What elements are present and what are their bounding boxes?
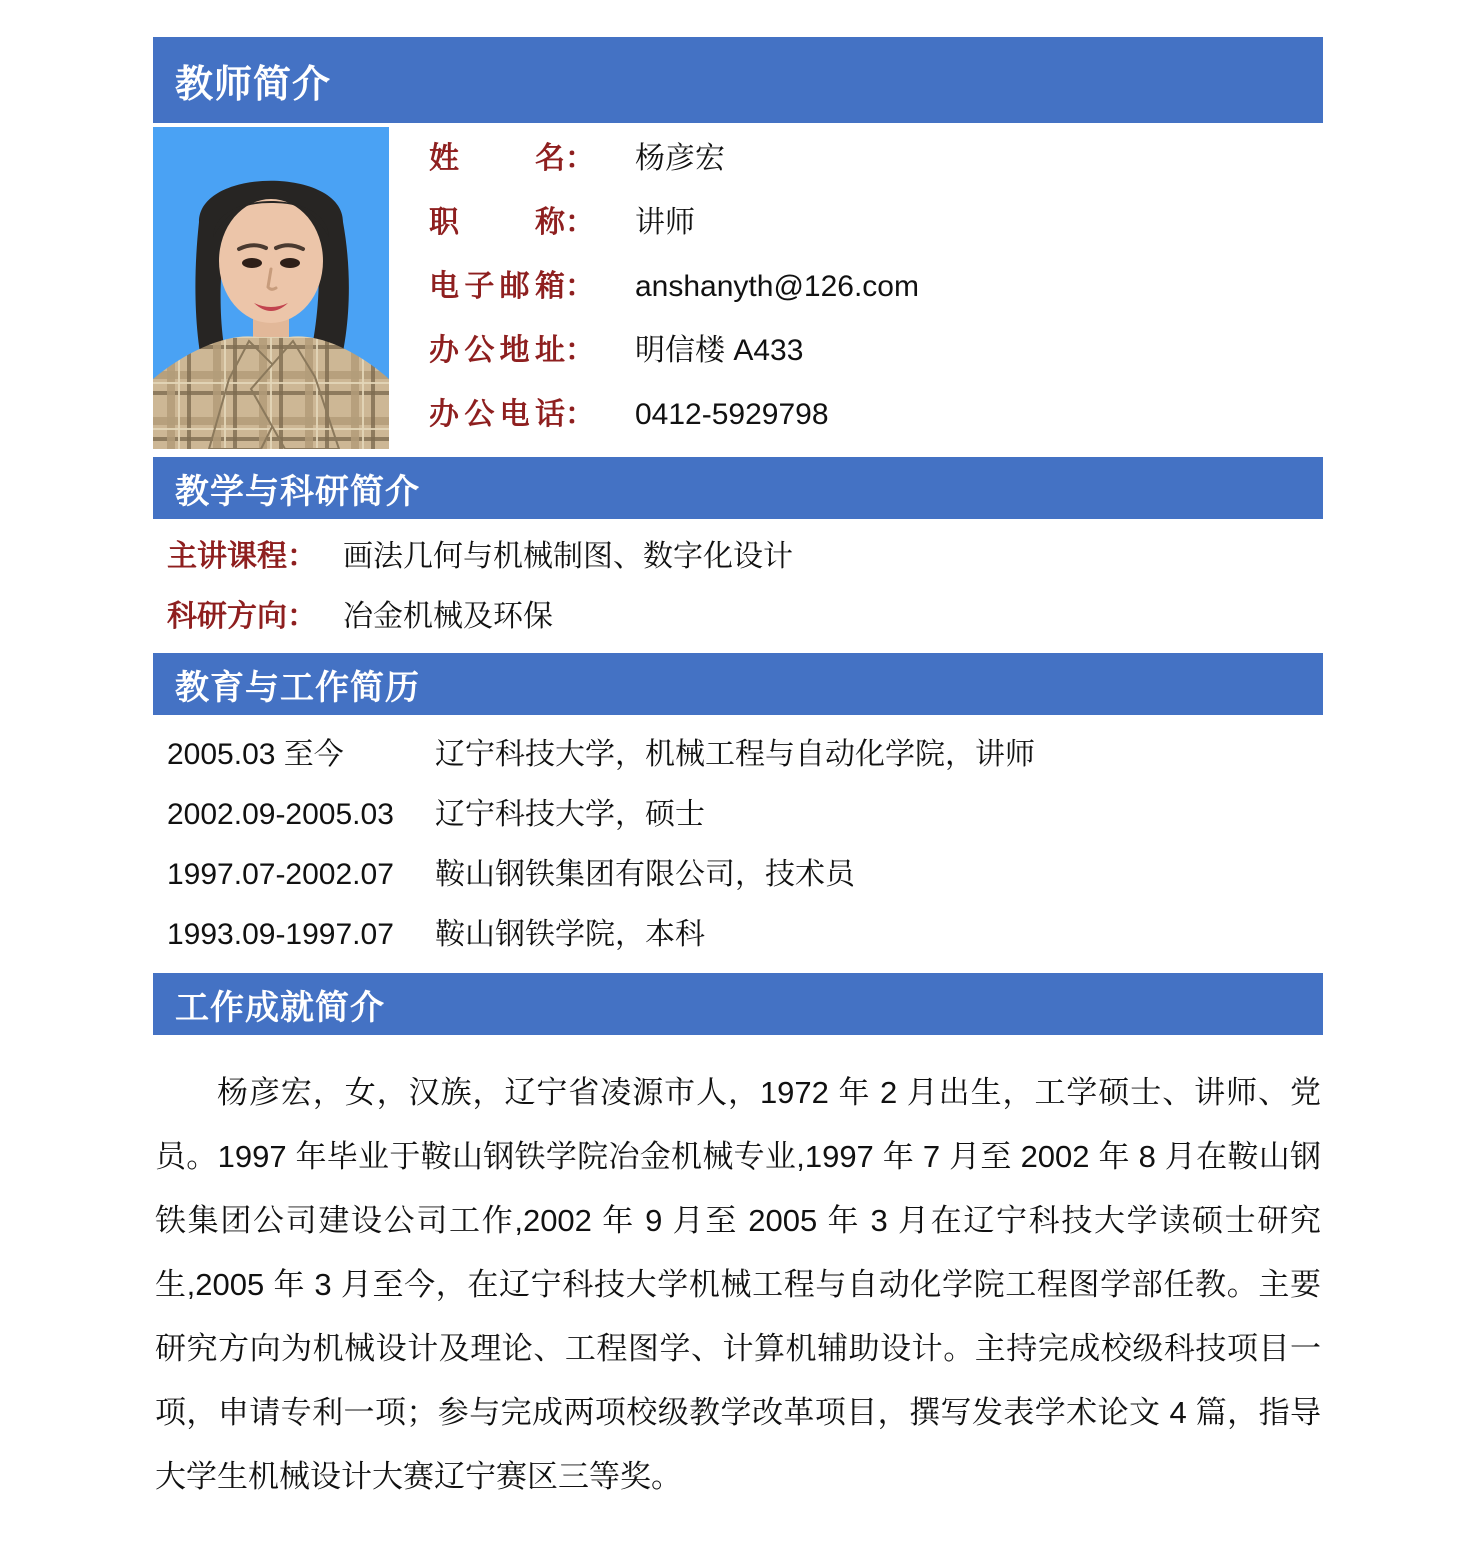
teacher-photo: [153, 127, 389, 449]
course-row-research-direction: [167, 587, 1323, 647]
field-row-email: [429, 267, 1323, 307]
section-title: 工作成就简介: [175, 988, 385, 1027]
email-value: anshanyth@126.com: [635, 270, 919, 303]
timeline-description: 辽宁科技大学，机械工程与自动化学院，讲师: [435, 738, 1035, 771]
title-colon: ：: [565, 206, 595, 239]
teacher-profile-page: [153, 0, 1323, 1509]
field-row-title: [429, 203, 1323, 243]
office-address-colon: ：: [565, 334, 595, 367]
course-row-main-courses: [167, 527, 1323, 587]
timeline-period: 2005.03 至今: [167, 738, 344, 771]
timeline-row: [167, 845, 1323, 905]
teacher-photo-illustration: [153, 127, 389, 449]
name-label: 姓名: [429, 142, 565, 175]
email-colon: ：: [565, 270, 595, 303]
research-direction-label: 科研方向：: [167, 600, 317, 633]
name-colon: ：: [565, 142, 595, 175]
timeline-period: 1997.07-2002.07: [167, 858, 394, 891]
office-phone-label: 办公电话: [429, 398, 565, 431]
profile-fields: [429, 127, 1323, 449]
profile-block: [153, 127, 1323, 449]
timeline-description: 鞍山钢铁学院，本科: [435, 918, 705, 951]
teaching-research-block: [153, 519, 1323, 653]
field-row-office-phone: [429, 395, 1323, 435]
education-work-timeline: [153, 715, 1323, 973]
section-header-education-work: [153, 653, 1323, 715]
name-value: 杨彦宏: [635, 142, 725, 175]
section-title: 教育与工作简历: [175, 668, 420, 707]
section-header-teacher-intro: [153, 37, 1323, 123]
timeline-period: 1993.09-1997.07: [167, 918, 394, 951]
section-header-achievements: [153, 973, 1323, 1035]
timeline-period: 2002.09-2005.03: [167, 798, 394, 831]
timeline-description: 辽宁科技大学，硕士: [435, 798, 705, 831]
title-value: 讲师: [635, 206, 695, 239]
email-label: 电子邮箱: [429, 270, 565, 303]
section-header-teaching-research: [153, 457, 1323, 519]
section-title: 教学与科研简介: [175, 472, 420, 511]
timeline-row: [167, 905, 1323, 965]
field-row-office-address: [429, 331, 1323, 371]
research-direction-value: 冶金机械及环保: [343, 600, 553, 633]
main-courses-value: 画法几何与机械制图、数字化设计: [343, 540, 793, 573]
office-phone-value: 0412-5929798: [635, 398, 829, 431]
achievements-paragraph: 杨彦宏，女，汉族，辽宁省凌源市人，1972 年 2 月出生，工学硕士、讲师、党员。1997 年毕业于鞍山钢铁学院冶金机械专业,1997 年 7 月至 2002 年 8 月在鞍山钢铁集团公司建设公司工作,2002 年 9 月至 2005 年 3 月在辽宁科技大学读硕士研究生,2005 年 3 月至今，在辽宁科技大学机械工程与自动化学院工程图学部任教。主要研究方向为机械设计及理论、工程图学、计算机辅助设计。主持完成校级科技项目一项，申请专利一项；参与完成两项校级教学改革项目，撰写发表学术论文 4 篇，指导大学生机械设计大赛辽宁赛区三等奖。: [155, 1075, 1321, 1494]
field-row-name: [429, 139, 1323, 179]
title-label: 职称: [429, 206, 565, 239]
main-courses-label: 主讲课程：: [167, 540, 317, 573]
section-title: 教师简介: [175, 63, 332, 106]
timeline-row: [167, 785, 1323, 845]
office-phone-colon: ：: [565, 398, 595, 431]
office-address-value: 明信楼 A433: [635, 334, 804, 367]
timeline-description: 鞍山钢铁集团有限公司，技术员: [435, 858, 855, 891]
timeline-row: [167, 725, 1323, 785]
office-address-label: 办公地址: [429, 334, 565, 367]
